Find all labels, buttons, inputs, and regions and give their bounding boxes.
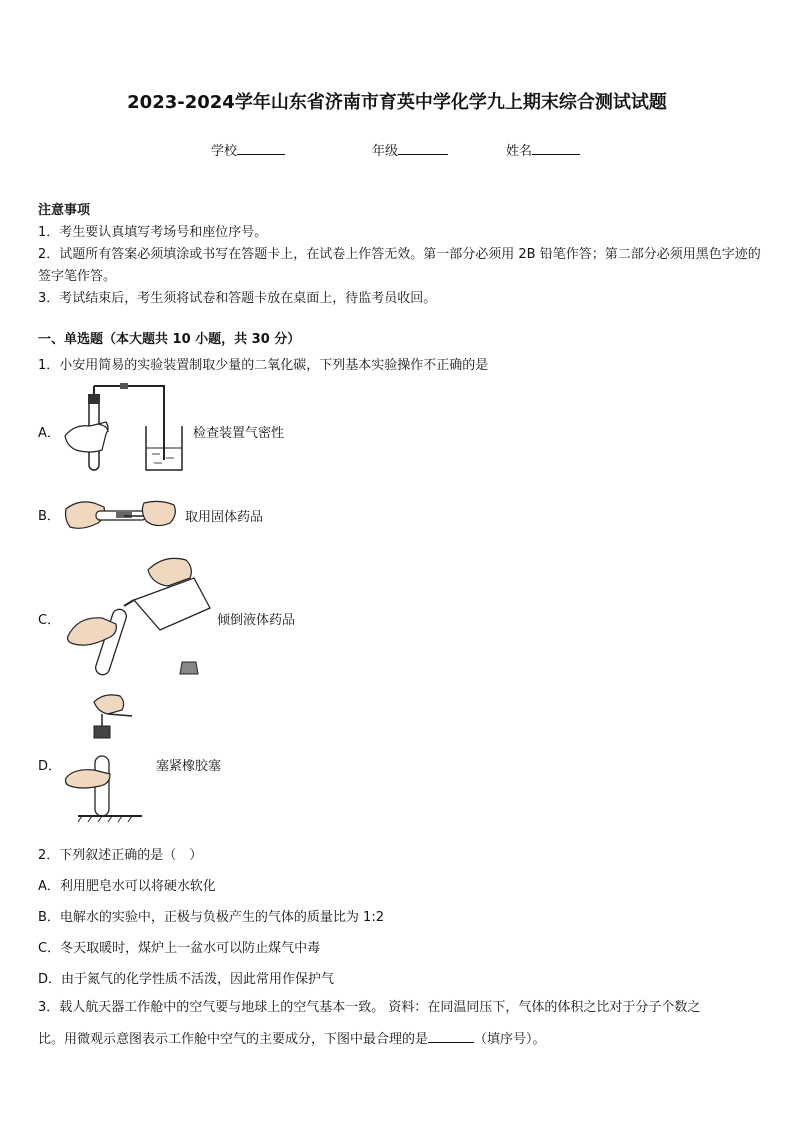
q1-option-c-letter: C． [38, 613, 61, 628]
notice-heading: 注意事项 [38, 203, 91, 218]
q1-option-d-letter: D． [38, 759, 62, 774]
section-heading: 一、单选题（本大题共 10 小题，共 30 分） [38, 332, 301, 347]
q2-option-c: C．冬天取暖时，煤炉上一盆水可以防止煤气中毒 [38, 941, 321, 956]
q3-answer-blank [428, 1029, 474, 1043]
grade-label: 年级 [372, 144, 399, 159]
exam-title: 2023-2024学年山东省济南市育英中学化学九上期末综合测试试题 [127, 92, 667, 113]
grade-field [372, 140, 448, 159]
solid-reagent-figure [64, 497, 179, 539]
question-3-stem [38, 992, 758, 1056]
grade-blank [398, 141, 448, 155]
q1-option-b-text: 取用固体药品 [185, 510, 264, 525]
q1-option-b-letter: B． [38, 509, 60, 524]
question-2-stem: 2．下列叙述正确的是（ ） [38, 848, 203, 863]
school-blank [237, 141, 285, 155]
pour-liquid-figure [64, 552, 214, 682]
school-label: 学校 [211, 144, 238, 159]
airtightness-check-figure [62, 380, 187, 475]
q1-option-a-letter: A． [38, 426, 60, 441]
q1-option-d-text: 塞紧橡胶塞 [156, 759, 222, 774]
q2-option-a: A．利用肥皂水可以将硬水软化 [38, 879, 216, 894]
question-1-stem: 1．小安用简易的实验装置制取少量的二氧化碳，下列基本实验操作不正确的是 [38, 358, 489, 373]
notice-item-2: 2．试题所有答案必须填涂或书写在答题卡上，在试卷上作答无效。第一部分必须用 2B 铅笔作答；第二部分必须用黑色字迹的签字笔作答。 [38, 247, 761, 284]
name-blank [532, 141, 580, 155]
school-field [211, 140, 285, 159]
notice-item-3: 3．考试结束后，考生须将试卷和答题卡放在桌面上，待监考员收回。 [38, 291, 437, 306]
q1-option-a-text: 检查装置气密性 [193, 426, 285, 441]
q2-option-d: D．由于氮气的化学性质不活泼，因此常用作保护气 [38, 972, 335, 987]
name-label: 姓名 [506, 144, 533, 159]
student-info-fields [0, 140, 794, 160]
q3-line-2 [38, 1024, 758, 1056]
q3-line-1: 3．载人航天器工作舱中的空气要与地球上的空气基本一致。 资料：在同温同压下，气体的体积之比对于分子个数之 [38, 1000, 701, 1015]
q3-line-2-text: 比。用微观示意图表示工作舱中空气的主要成分，下图中最合理的是 [38, 1032, 429, 1047]
q2-option-b: B．电解水的实验中，正极与负极产生的气体的质量比为 1:2 [38, 910, 384, 925]
notice-item-1: 1．考生要认真填写考场号和座位序号。 [38, 225, 268, 240]
q3-line-2-suffix: （填序号）。 [474, 1032, 546, 1047]
q1-option-c-text: 倾倒液体药品 [217, 613, 296, 628]
name-field [506, 140, 580, 159]
rubber-stopper-figure [64, 692, 144, 827]
notice-block [38, 200, 762, 310]
